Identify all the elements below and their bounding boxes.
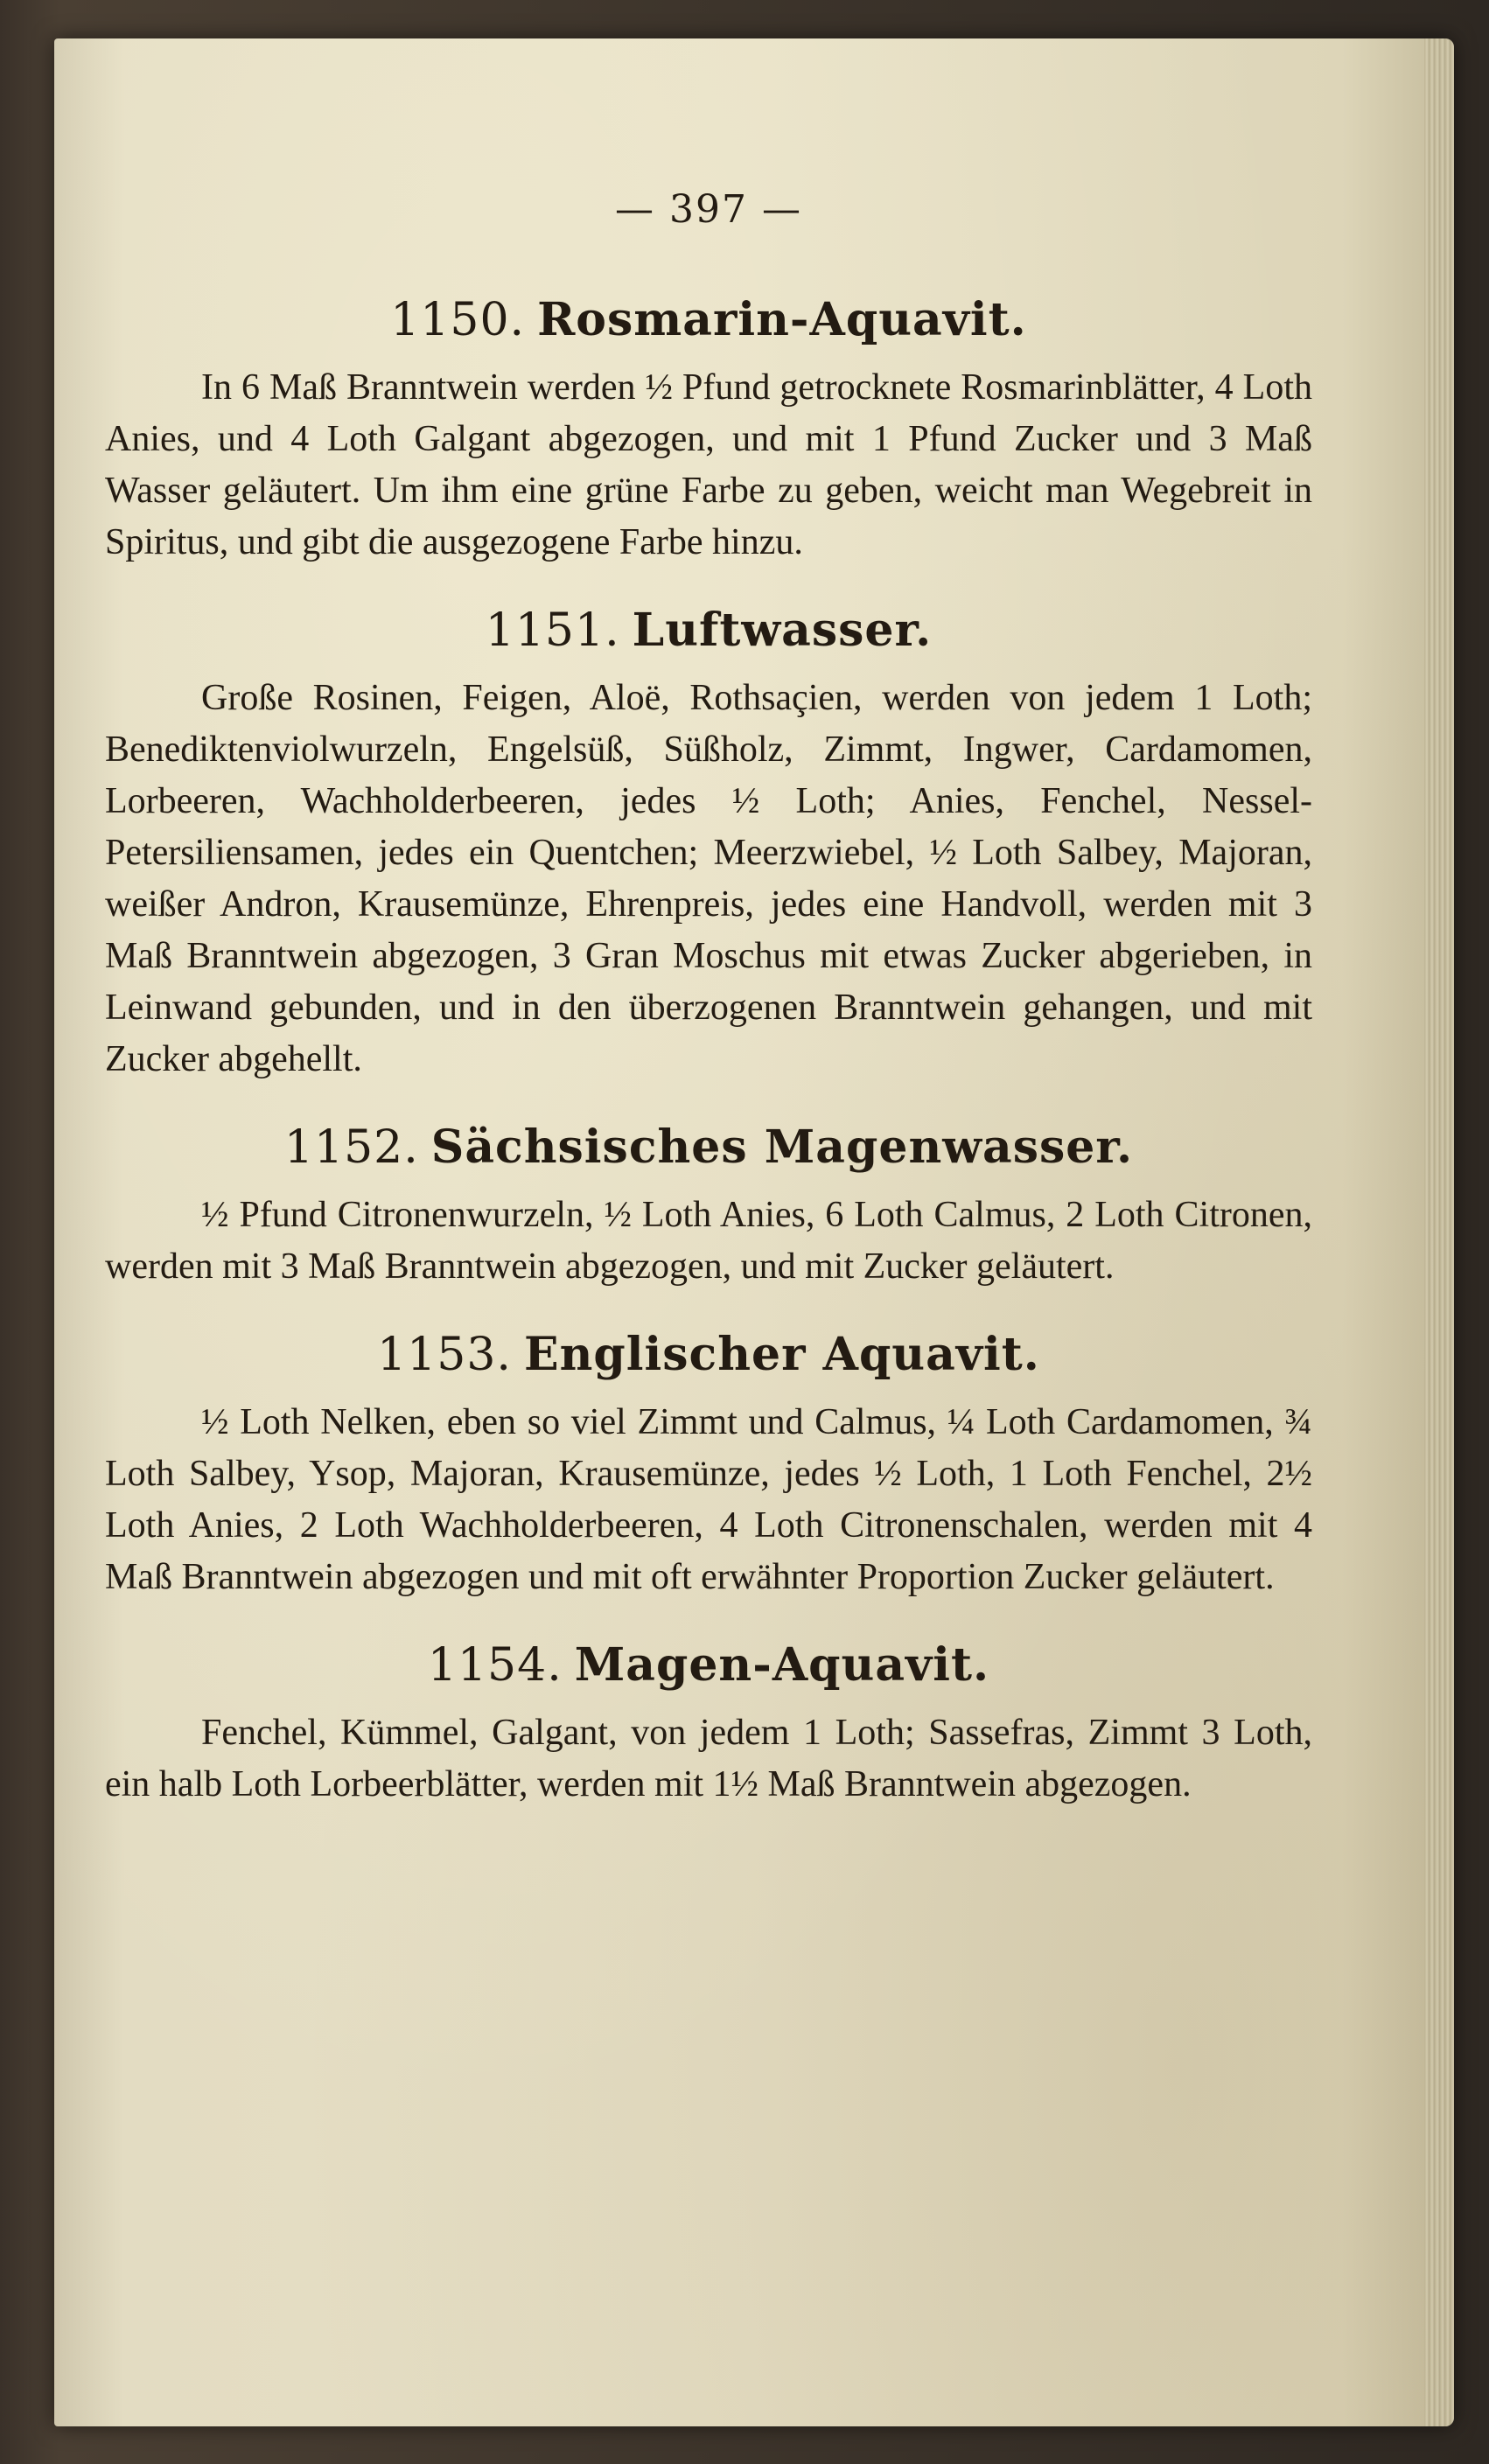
recipe-title: [105, 604, 1312, 657]
recipe-name: Rosmarin-Aquavit.: [537, 293, 1027, 346]
recipe-text: In 6 Maß Branntwein werden ½ Pfund getrocknete Rosmarinblätter, 4 Loth Anies, und 4 Loth Galgant abgezogen, und mit 1 Pfund Zucker und 3 Maß Wasser geläutert. Um ihm eine grüne Farbe zu geben, weicht man Wegebreit in Spiritus, und gibt die ausgezogene Farbe hinzu.: [105, 367, 1312, 562]
recipe-1151: [105, 604, 1312, 1085]
recipe-number: 1151.: [485, 604, 620, 657]
page-content: [105, 187, 1312, 1846]
recipe-name: Luftwasser.: [632, 604, 933, 657]
recipe-name: Sächsisches Magenwasser.: [430, 1120, 1134, 1174]
recipe-title: [105, 1638, 1312, 1692]
recipe-name: Englischer Aquavit.: [523, 1328, 1040, 1381]
recipe-title: [105, 1120, 1312, 1174]
recipe-number: 1150.: [390, 294, 526, 346]
recipe-1150: [105, 293, 1312, 569]
recipe-text: Fenchel, Kümmel, Galgant, von jedem 1 Loth; Sassefras, Zimmt 3 Loth, ein halb Loth Lorbeerblätter, werden mit 1½ Maß Branntwein abgezogen.: [105, 1713, 1312, 1804]
recipe-1154: [105, 1638, 1312, 1811]
recipe-name: Magen-Aquavit.: [574, 1638, 990, 1692]
recipe-text: ½ Loth Nelken, eben so viel Zimmt und Calmus, ¼ Loth Cardamomen, ¾ Loth Salbey, Ysop, Majoran, Krausemünze, jedes ½ Loth, 1 Loth Fenchel, 2½ Loth Anies, 2 Loth Wachholderbeeren, 4 Loth Citronenschalen, werden mit 4 Maß Branntwein abgezogen und mit oft erwähnter Proportion Zucker geläutert.: [105, 1402, 1312, 1597]
recipe-title: [105, 293, 1312, 346]
page-edge: [1424, 38, 1454, 2426]
recipe-1153: [105, 1328, 1312, 1603]
page-number: — 397 —: [615, 187, 802, 232]
recipe-1152: [105, 1120, 1312, 1293]
recipe-number: 1153.: [377, 1329, 512, 1381]
recipe-text: ½ Pfund Citronenwurzeln, ½ Loth Anies, 6 Loth Calmus, 2 Loth Citronen, werden mit 3 Maß Branntwein abgezogen, und mit Zucker geläutert.: [105, 1195, 1312, 1287]
book-page: [54, 38, 1454, 2426]
recipe-text: Große Rosinen, Feigen, Aloë, Rothsaçien, werden von jedem 1 Loth; Benediktenviolwurzeln, Engelsüß, Süßholz, Zimmt, Ingwer, Cardamomen, Lorbeeren, Wachholderbeeren, jedes ½ Loth; Anies, Fenchel, Nessel-Petersiliensamen, jedes ein Quentchen; Meerzwiebel, ½ Loth Salbey, Majoran, weißer Andron, Krausemünze, Ehrenpreis, jedes eine Handvoll, werden mit 3 Maß Branntwein abgezogen, 3 Gran Moschus mit etwas Zucker abgerieben, in Leinwand gebunden, und in den überzogenen Branntwein gehangen, und mit Zucker abgehellt.: [105, 678, 1312, 1079]
recipe-number: 1152.: [283, 1121, 419, 1174]
recipe-number: 1154.: [427, 1639, 563, 1692]
recipe-title: [105, 1328, 1312, 1381]
